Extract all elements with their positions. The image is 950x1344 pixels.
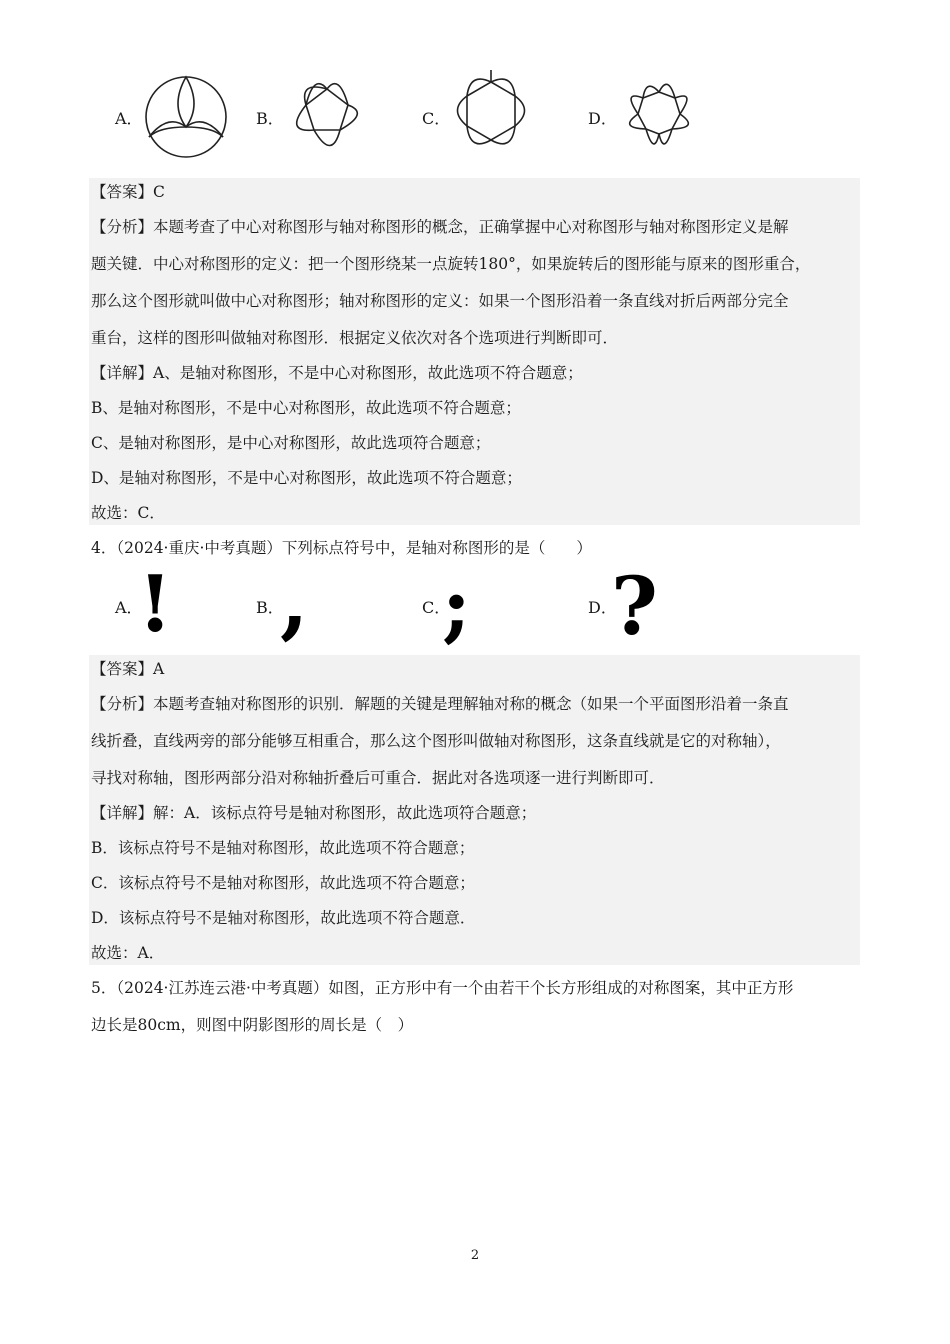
q3-option-c-label: C．	[422, 109, 451, 128]
q3-option-a-label: A．	[115, 109, 143, 128]
q4-option-c-label: C．	[422, 598, 451, 617]
q3-option-b-label: B．	[256, 109, 284, 128]
q4-option-a-label: A．	[115, 598, 143, 617]
q4-option-d-label: D．	[588, 598, 617, 617]
page-number: 2	[470, 1248, 480, 1263]
q4-analysis-line-2: 线折叠，直线两旁的部分能够互相重合，那么这个图形叫做轴对称图形，这条直线就是它的对称轴），	[91, 732, 781, 750]
q4-detail-line-2: B．该标点符号不是轴对称图形，故此选项不符合题意；	[91, 839, 475, 857]
q3-answer: 【答案】C	[91, 183, 165, 201]
q4-option-b-comma: ,	[280, 553, 309, 649]
five-petal-star-figure-icon	[284, 73, 370, 155]
q4-conclusion: 故选：A．	[91, 944, 165, 962]
q3-conclusion: 故选：C．	[91, 504, 165, 522]
six-petal-ring-figure-icon	[450, 68, 532, 156]
q4-question: 4．（2024·重庆·中考真题）下列标点符号中，是轴对称图形的是（ ）	[91, 539, 592, 557]
q3-detail-line-3: C、是轴对称图形，是中心对称图形，故此选项符合题意；	[91, 434, 491, 452]
q4-analysis-line-1: 【分析】本题考查轴对称图形的识别．解题的关键是理解轴对称的概念（如果一个平面图形沿着一条直	[91, 695, 789, 713]
q3-analysis-line-3: 那么这个图形就叫做中心对称图形；轴对称图形的定义：如果一个图形沿着一条直线对折后两部分完全	[91, 292, 789, 310]
q3-analysis-line-2: 题关键．中心对称图形的定义：把一个图形绕某一点旋转180°，如果旋转后的图形能与原来的图形重合，	[91, 255, 811, 273]
q3-detail-line-1: 【详解】A、是轴对称图形，不是中心对称图形，故此选项不符合题意；	[91, 364, 583, 382]
q4-option-c-semicolon: ;	[442, 561, 471, 652]
q3-option-d-label: D．	[588, 109, 617, 128]
q4-detail-line-4: D．该标点符号不是轴对称图形，故此选项不符合题意．	[91, 909, 476, 927]
q5-question-line-1: 5．（2024·江苏连云港·中考真题）如图，正方形中有一个由若干个长方形组成的对称图案，其中正方形	[91, 979, 794, 997]
three-circle-trefoil-figure-icon	[143, 75, 229, 159]
seven-petal-star-figure-icon	[616, 72, 702, 156]
q4-analysis-line-3: 寻找对称轴，图形两部分沿对称轴折叠后可重合．据此对各选项逐一进行判断即可．	[91, 769, 665, 787]
q4-detail-line-3: C．该标点符号不是轴对称图形，故此选项不符合题意；	[91, 874, 475, 892]
q4-option-b-label: B．	[256, 598, 284, 617]
q4-option-d-question-mark: ?	[611, 559, 658, 653]
q3-analysis-line-1: 【分析】本题考查了中心对称图形与轴对称图形的概念，正确掌握中心对称图形与轴对称图形定义是解	[91, 218, 789, 236]
q5-question-line-2: 边长是80cm，则图中阴影图形的周长是（ ）	[91, 1016, 414, 1034]
q4-option-a-exclamation-mark: !	[138, 559, 173, 650]
q4-answer: 【答案】A	[91, 660, 165, 678]
q3-detail-line-2: B、是轴对称图形，不是中心对称图形，故此选项不符合题意；	[91, 399, 521, 417]
q3-detail-line-4: D、是轴对称图形，不是中心对称图形，故此选项不符合题意；	[91, 469, 522, 487]
q4-detail-line-1: 【详解】解：A．该标点符号是轴对称图形，故此选项符合题意；	[91, 804, 537, 822]
q3-analysis-line-4: 重台，这样的图形叫做轴对称图形．根据定义依次对各个选项进行判断即可．	[91, 329, 619, 347]
